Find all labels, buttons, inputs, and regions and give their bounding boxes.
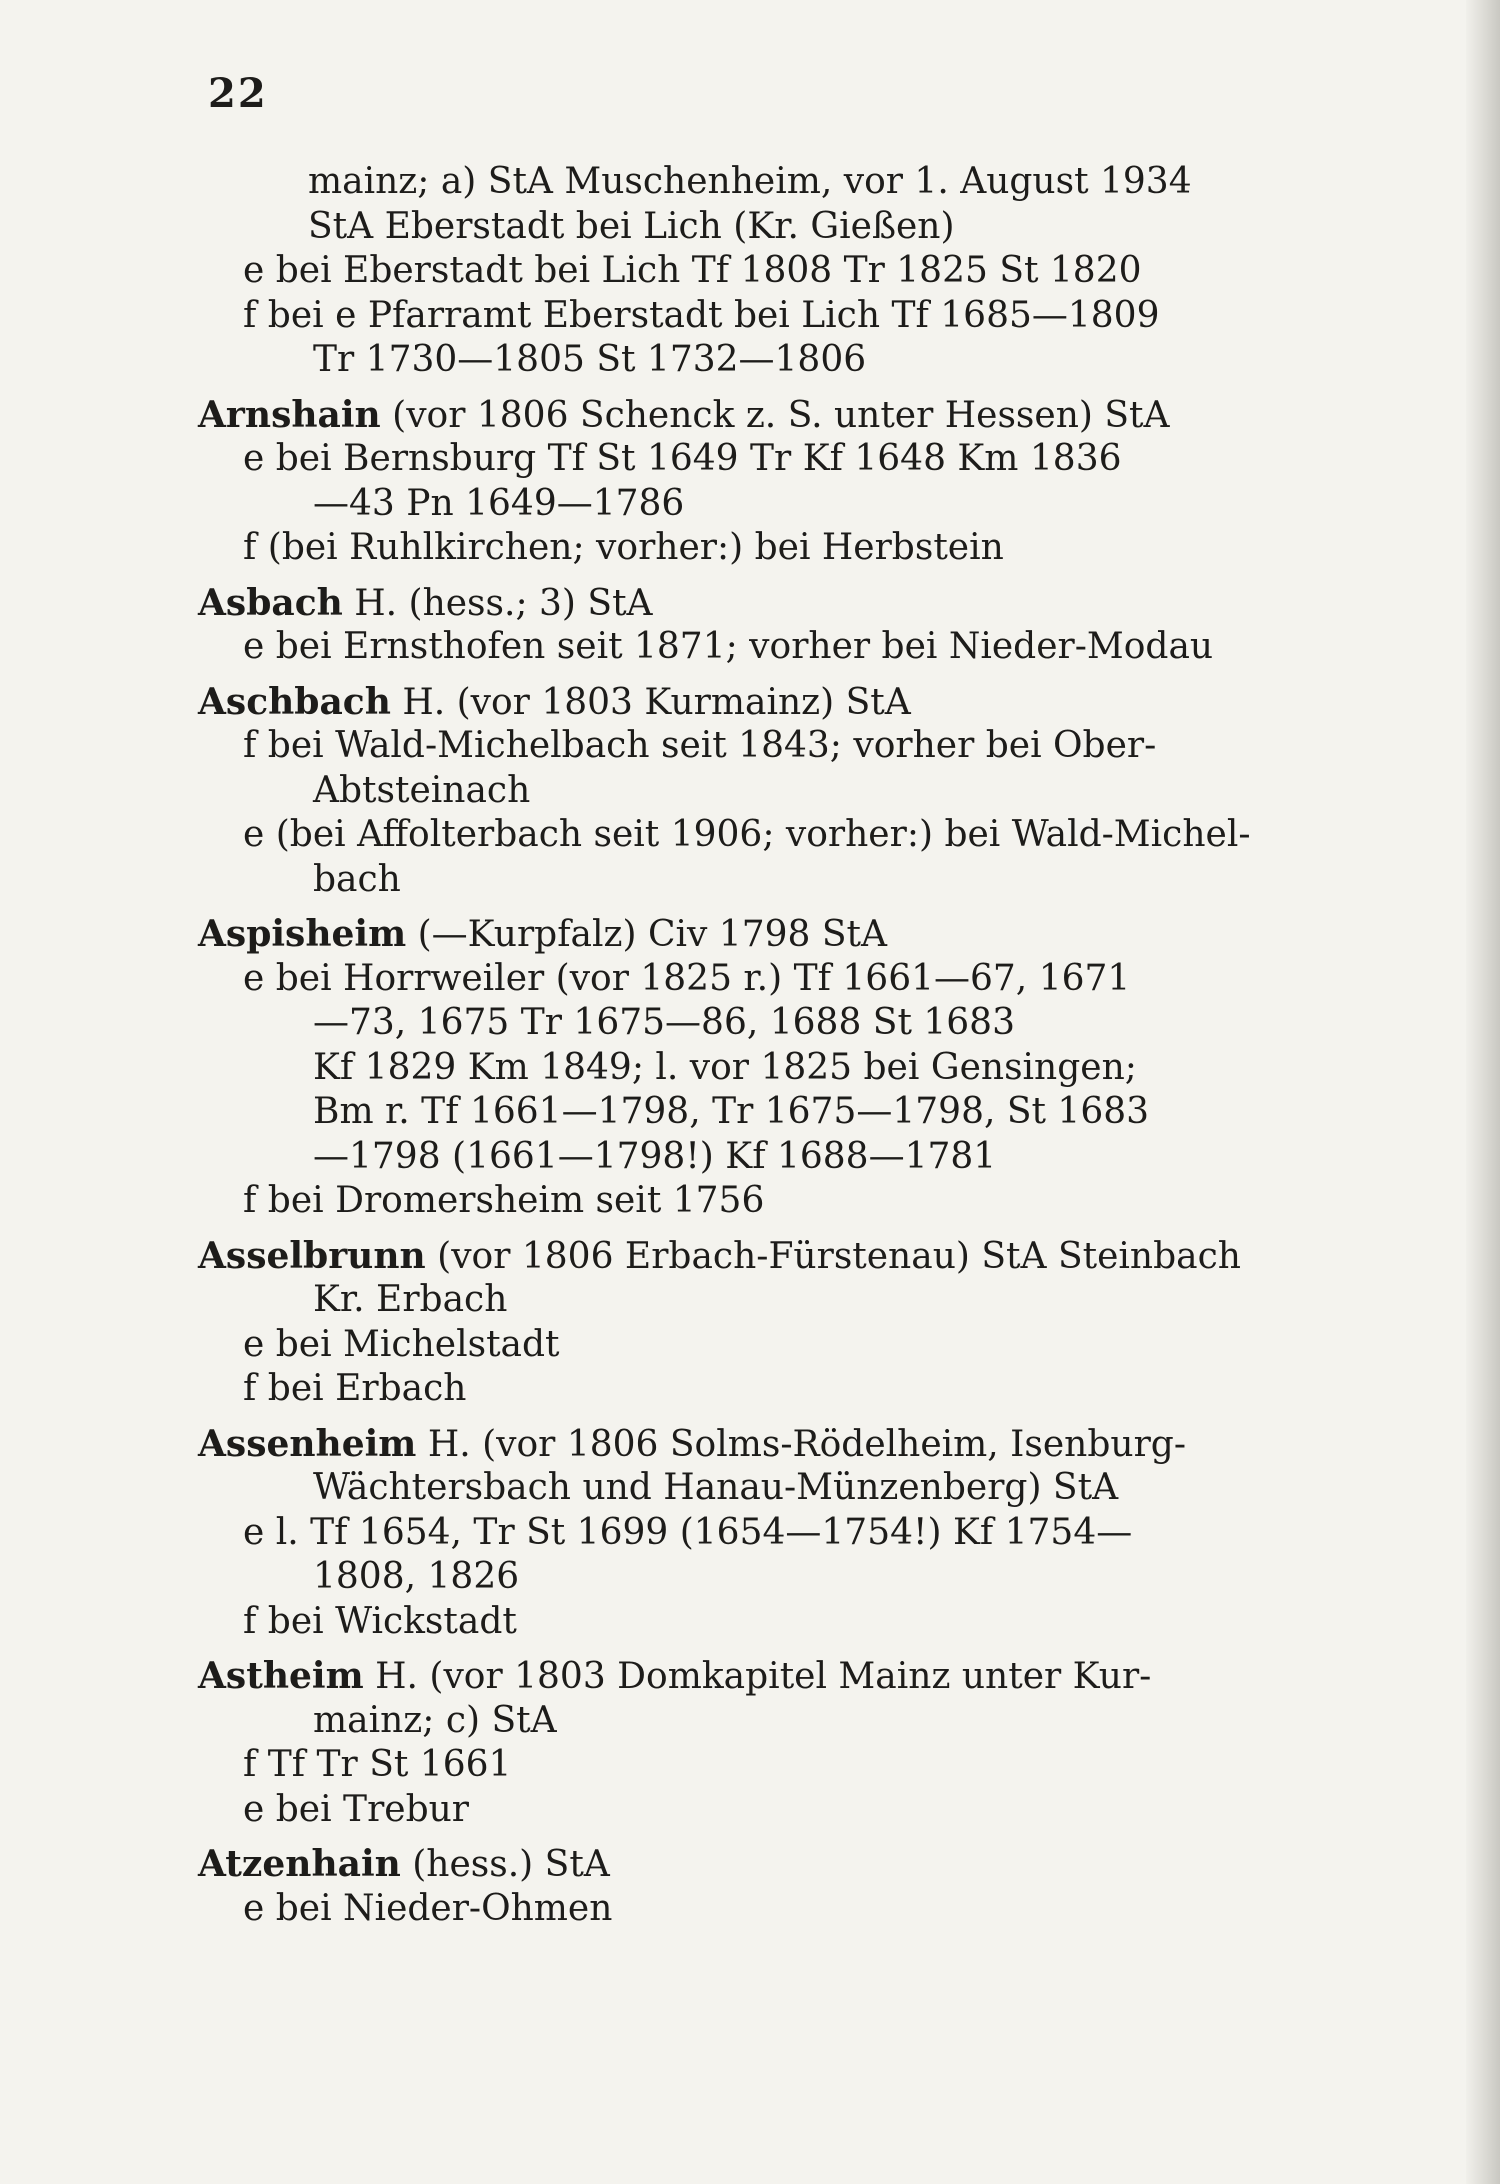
gazetteer-entry [198, 1234, 1283, 1412]
place-name: Atzenhain [198, 1843, 401, 1885]
line-text: e bei Michelstadt [243, 1323, 560, 1365]
line-text: f bei e Pfarramt Eberstadt bei Lich Tf 1685—1809 [243, 294, 1160, 336]
entry-gap [198, 383, 1283, 393]
gazetteer-entry [198, 1422, 1283, 1645]
line-text: —43 Pn 1649—1786 [313, 482, 685, 524]
entry-line [198, 249, 1283, 294]
entry-gap [198, 571, 1283, 581]
line-text: f (bei Ruhlkirchen; vorher:) bei Herbstein [243, 527, 1004, 568]
page-number: 22 [208, 70, 268, 117]
line-text: (vor 1806 Schenck z. S. unter Hessen) StA [380, 394, 1170, 436]
gazetteer-entry [198, 1842, 1283, 1931]
entry-gap [198, 1224, 1283, 1234]
line-text: Tr 1730—1805 St 1732—1806 [313, 339, 867, 380]
line-text: H. (vor 1806 Solms-Rödelheim, Isenburg- [416, 1423, 1187, 1465]
line-text: f Tf Tr St 1661 [243, 1744, 512, 1785]
entry-line [198, 1511, 1283, 1556]
line-text: e (bei Affolterbach seit 1906; vorher:) bei Wald-Michel- [243, 814, 1251, 855]
entry-line [198, 1001, 1283, 1046]
entry-line [198, 769, 1283, 814]
line-text: f bei Wickstadt [243, 1600, 517, 1642]
gazetteer-entry [198, 1654, 1283, 1832]
line-text: e l. Tf 1654, Tr St 1699 (1654—1754!) Kf 1754— [243, 1511, 1133, 1553]
entry-line [198, 680, 1283, 725]
entry-line [198, 338, 1283, 383]
entry-line [198, 1090, 1283, 1135]
line-text: StA Eberstadt bei Lich (Kr. Gießen) [308, 205, 955, 247]
place-name: Assenheim [198, 1422, 417, 1465]
line-text: e bei Trebur [243, 1788, 470, 1830]
line-text: mainz; a) StA Muschenheim, vor 1. August 1934 [308, 161, 1192, 202]
entry-line [198, 482, 1283, 527]
gazetteer-entry [198, 680, 1283, 903]
entry-line [198, 1234, 1283, 1279]
line-text: (vor 1806 Erbach-Fürstenau) StA Steinbach [425, 1235, 1241, 1277]
entry-line [198, 1788, 1283, 1833]
line-text: f bei Erbach [243, 1368, 467, 1409]
page-content [198, 160, 1283, 1931]
line-text: e bei Nieder-Ohmen [243, 1887, 613, 1929]
line-text: 1808, 1826 [313, 1556, 520, 1597]
line-text: Wächtersbach und Hanau-Münzenberg) StA [313, 1467, 1119, 1508]
entry-line [198, 1367, 1283, 1412]
entry-line [198, 1555, 1283, 1600]
line-text: e bei Eberstadt bei Lich Tf 1808 Tr 1825 St 1820 [243, 250, 1142, 291]
gazetteer-entry [198, 160, 1283, 383]
page-edge-shadow [1466, 0, 1500, 2184]
entry-line [198, 1135, 1283, 1180]
place-name: Asselbrunn [198, 1234, 426, 1277]
line-text: Bm r. Tf 1661—1798, Tr 1675—1798, St 1683 [313, 1091, 1150, 1132]
line-text: H. (vor 1803 Domkapitel Mainz unter Kur- [363, 1656, 1152, 1697]
line-text: —73, 1675 Tr 1675—86, 1688 St 1683 [313, 1002, 1015, 1043]
entry-line [198, 294, 1283, 339]
entry-line [198, 160, 1283, 205]
entry-line [198, 813, 1283, 858]
line-text: mainz; c) StA [313, 1699, 557, 1741]
entry-line [198, 437, 1283, 482]
line-text: —1798 (1661—1798!) Kf 1688—1781 [313, 1135, 997, 1177]
entry-line [198, 858, 1283, 903]
line-text: e bei Horrweiler (vor 1825 r.) Tf 1661—67, 1671 [243, 957, 1131, 999]
entry-line [198, 1046, 1283, 1091]
line-text: (hess.) StA [400, 1844, 610, 1885]
gazetteer-entry [198, 912, 1283, 1224]
entry-line [198, 1323, 1283, 1368]
gazetteer-entry [198, 581, 1283, 670]
line-text: Kf 1829 Km 1849; l. vor 1825 bei Gensingen; [313, 1046, 1137, 1088]
entry-line [198, 1654, 1283, 1699]
place-name: Aspisheim [198, 913, 407, 955]
entry-line [198, 1600, 1283, 1645]
line-text: H. (vor 1803 Kurmainz) StA [390, 681, 911, 723]
entry-gap [198, 1832, 1283, 1842]
line-text: f bei Dromersheim seit 1756 [243, 1180, 765, 1221]
line-text: (—Kurpfalz) Civ 1798 StA [406, 914, 887, 955]
place-name: Asbach [198, 581, 343, 624]
entry-gap [198, 1412, 1283, 1422]
place-name: Arnshain [198, 393, 381, 436]
entry-line [198, 1842, 1283, 1887]
gazetteer-entry [198, 393, 1283, 571]
place-name: Aschbach [198, 680, 391, 723]
line-text: e bei Ernsthofen seit 1871; vorher bei Nieder-Modau [243, 626, 1214, 667]
entry-line [198, 526, 1283, 571]
line-text: bach [313, 858, 401, 900]
entry-gap [198, 670, 1283, 680]
entry-line [198, 1179, 1283, 1224]
line-text: H. (hess.; 3) StA [342, 582, 653, 624]
entry-line [198, 393, 1283, 438]
entry-line [198, 205, 1283, 250]
entry-line [198, 1887, 1283, 1932]
line-text: f bei Wald-Michelbach seit 1843; vorher bei Ober- [243, 725, 1157, 766]
place-name: Astheim [198, 1655, 364, 1697]
line-text: e bei Bernsburg Tf St 1649 Tr Kf 1648 Km 1836 [243, 438, 1122, 479]
entry-line [198, 1422, 1283, 1467]
entry-line [198, 1466, 1283, 1511]
entry-line [198, 1278, 1283, 1323]
line-text: Abtsteinach [313, 769, 531, 811]
entry-line [198, 1699, 1283, 1744]
entry-line [198, 724, 1283, 769]
entry-gap [198, 1644, 1283, 1654]
entry-line [198, 1743, 1283, 1788]
entry-line [198, 625, 1283, 670]
entry-gap [198, 902, 1283, 912]
entry-line [198, 581, 1283, 626]
entry-line [198, 912, 1283, 957]
entry-line [198, 957, 1283, 1002]
line-text: Kr. Erbach [313, 1279, 508, 1320]
